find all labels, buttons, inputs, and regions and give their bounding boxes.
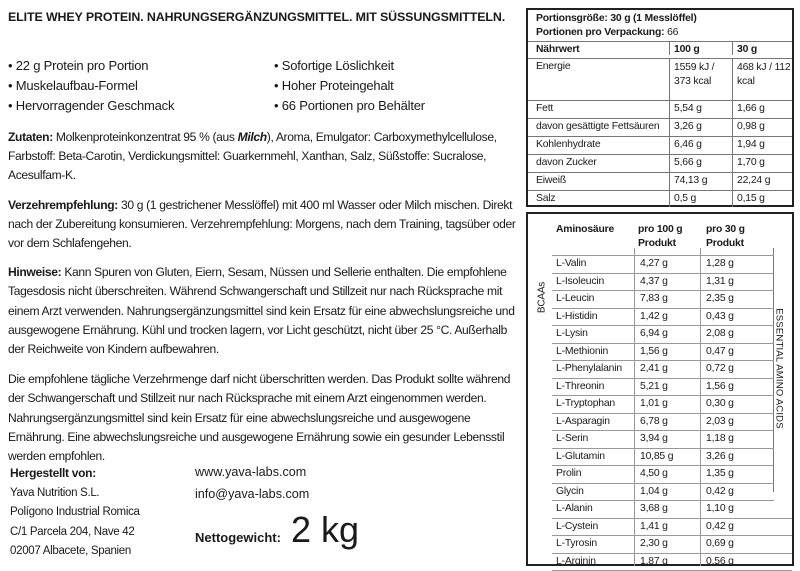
amino-value-100g: 3,94 g	[640, 433, 668, 444]
nutrition-row	[528, 191, 792, 207]
final-paragraph: Die empfohlene tägliche Verzehrmenge darf nicht überschritten werden. Das Produkt sollte während der Schwangerschaft und Stillzeit nur nach Rücksprache mit einem Arzt eingenommen werden. Nahrungsergänzungsmittel sind kein Ersatz für eine abwechslungsreiche und ausgewogene Ernährung. Eine abwechslungsreiche und ausgewogene Ernährung sowie ein gesunder Lebensstil werden empfohlen.	[8, 372, 511, 464]
manufacturer-line: Polígono Industrial Romica	[10, 506, 140, 518]
amino-row	[528, 483, 792, 502]
ingredients-paragraph	[8, 128, 518, 186]
amino-header-cell: pro 100 g Produkt	[638, 224, 683, 249]
feature-bullets-right	[274, 56, 425, 116]
notice-label: Hinweise:	[8, 265, 62, 280]
eaa-label-text: ESSENTIAL AMINO ACIDS	[773, 308, 785, 429]
nutrition-row	[528, 155, 792, 173]
amino-name: L-Isoleucin	[556, 275, 605, 287]
nutrition-value-30g: 1,66 g	[732, 101, 792, 118]
nutrition-value-100g: 3,26 g	[669, 119, 732, 136]
amino-header-cell: Aminosäure	[556, 224, 615, 235]
amino-value-100g: 2,30 g	[640, 538, 668, 549]
notice-paragraph	[8, 263, 518, 359]
amino-value-100g: 1,04 g	[640, 485, 668, 497]
amino-name: L-Leucin	[556, 293, 595, 304]
nutrition-value-30g: 1,94 g	[732, 137, 792, 154]
notice-text: Kann Spuren von Gluten, Eiern, Sesam, Nüssen und Sellerie enthalten. Die empfohlene Tagesdosis nicht überschreiten. Während Schwangerschaft und Stillzeit nur nach Rücksprache mit einem Arzt verwenden. Nahrungsergänzungsmittel sind kein Ersatz für eine abwechslungsreiche und ausgewogene Ernährung. Kühl und trocken lagern, vor Licht geschützt, nicht über 25 °C. Außerhalb der Reichweite von Kindern aufbewahren.	[8, 265, 515, 357]
label-text-column	[8, 8, 518, 466]
amino-value-30g: 1,10 g	[706, 503, 734, 514]
amino-row	[528, 343, 792, 362]
ingredients-text-before: Molkenproteinkonzentrat 95 % (aus	[52, 130, 238, 144]
nutrition-value-30g: 0,98 g	[732, 119, 792, 136]
amino-value-100g: 4,50 g	[640, 468, 668, 479]
amino-name: L-Valin	[556, 258, 587, 269]
product-headline: ELITE WHEY PROTEIN. NAHRUNGSERGÄNZUNGSMITTEL. MIT SÜSSUNGSMITTELN.	[8, 10, 506, 24]
amino-value-30g: 2,35 g	[706, 293, 734, 304]
feature-bullets	[8, 56, 518, 116]
serving-size: Portionsgröße: 30 g (1 Messlöffel)	[536, 13, 697, 24]
amino-value-100g: 7,83 g	[640, 293, 668, 304]
website-link[interactable]: www.yava-labs.com	[195, 465, 307, 479]
amino-value-30g: 1,35 g	[706, 468, 734, 479]
amino-value-100g: 2,41 g	[640, 363, 668, 374]
ingredients-text-after: ), Aroma, Emulgator: Carboxymethylcellulose, Farbstoff: Beta-Carotin, Verdickungsmittel: Guarkernmehl, Xanthan, Salz, Süßstoffe: Sucralose, Acesulfam-K.	[8, 130, 497, 183]
nutrition-label: Eiweiß	[536, 175, 566, 186]
amino-name: L-Tryptophan	[556, 398, 616, 409]
amino-value-100g: 6,94 g	[640, 328, 668, 339]
amino-row	[528, 273, 792, 292]
amino-name: L-Asparagin	[556, 415, 610, 427]
nutrition-value-100g: 6,46 g	[669, 137, 732, 154]
net-weight	[195, 509, 359, 550]
nutrition-row	[528, 119, 792, 137]
nutrition-row	[528, 137, 792, 155]
amino-header-row	[528, 218, 792, 258]
nutrition-header-cell: Nährwert	[536, 44, 580, 55]
nutrition-label: Energie	[536, 61, 571, 72]
amino-row	[528, 553, 792, 571]
nutrition-value-100g: 74,13 g	[669, 173, 732, 190]
net-weight-label: Nettogewicht:	[195, 530, 281, 545]
amino-value-30g: 1,56 g	[706, 380, 734, 392]
amino-value-100g: 1,42 g	[640, 310, 668, 322]
nutrition-value-100g: 0,5 g	[669, 191, 732, 207]
amino-row	[528, 430, 792, 449]
feature-bullet: • 66 Portionen pro Behälter	[274, 98, 425, 113]
nutrition-table	[526, 8, 794, 207]
amino-row	[528, 360, 792, 379]
amino-name: Prolin	[556, 468, 582, 479]
feature-bullet: • 22 g Protein pro Portion	[8, 58, 149, 73]
nutrition-label: Salz	[536, 193, 556, 204]
nutrition-row	[528, 101, 792, 119]
amino-value-30g: 0,43 g	[706, 310, 734, 322]
nutrition-value-30g: 1,70 g	[732, 155, 792, 172]
amino-name: L-Cystein	[556, 520, 599, 532]
amino-value-30g: 0,42 g	[706, 485, 734, 497]
amino-row	[528, 290, 792, 309]
manufacturer-line: 02007 Albacete, Spanien	[10, 545, 131, 557]
amino-value-30g: 1,28 g	[706, 258, 734, 269]
amino-name: L-Arginin	[556, 555, 596, 567]
nutrition-label: Fett	[536, 103, 554, 114]
recommendation-label: Verzehrempfehlung:	[8, 197, 118, 212]
recommendation-text: 30 g (1 gestrichener Messlöffel) mit 400 ml Wasser oder Milch mischen. Direkt nach der Zubereitung konsumieren. Verzehrempfehlung: Morgens, nach dem Training, tagsüber oder vor dem Schlafengehen.	[8, 197, 516, 251]
amino-row	[528, 378, 792, 397]
amino-header-cell: pro 30 g Produkt	[706, 224, 745, 249]
recommendation-paragraph	[8, 196, 518, 254]
contact-block	[195, 461, 309, 505]
amino-name: Glycin	[556, 485, 584, 497]
nutrition-value-100g: 1559 kJ / 373 kcal	[669, 59, 732, 100]
amino-row	[528, 500, 792, 519]
nutrition-label: davon Zucker	[536, 157, 597, 168]
nutrition-value-30g: 0,15 g	[732, 191, 792, 207]
nutrition-value-30g: 468 kJ / 112 kcal	[732, 59, 792, 100]
amino-value-30g: 2,08 g	[706, 328, 734, 339]
nutrition-row	[528, 173, 792, 191]
amino-acid-table	[526, 212, 794, 566]
manufacturer-line: C/1 Parcela 204, Nave 42	[10, 525, 135, 538]
amino-name: L-Phenylalanin	[556, 363, 622, 374]
feature-bullet: • Muskelaufbau-Formel	[8, 78, 138, 93]
nutrition-row	[528, 59, 792, 101]
amino-value-100g: 6,78 g	[640, 415, 668, 427]
amino-value-100g: 1,41 g	[640, 520, 668, 532]
amino-value-100g: 10,85 g	[640, 450, 674, 462]
servings-per-pack-value: 66	[667, 27, 679, 38]
amino-value-30g: 0,69 g	[706, 538, 734, 549]
amino-value-100g: 4,37 g	[640, 275, 668, 287]
amino-row	[528, 448, 792, 467]
amino-name: L-Lysin	[556, 328, 588, 339]
amino-value-100g: 1,01 g	[640, 398, 668, 409]
feature-bullet: • Sofortige Löslichkeit	[274, 58, 394, 73]
amino-value-30g: 0,56 g	[706, 555, 734, 567]
amino-value-100g: 5,21 g	[640, 380, 668, 392]
amino-value-30g: 0,30 g	[706, 398, 734, 409]
amino-value-30g: 0,47 g	[706, 345, 734, 357]
amino-row	[528, 413, 792, 432]
amino-row	[528, 518, 792, 537]
amino-value-30g: 2,03 g	[706, 415, 734, 427]
amino-value-100g: 4,27 g	[640, 258, 668, 269]
amino-row	[528, 535, 792, 554]
nutrition-value-100g: 5,54 g	[669, 101, 732, 118]
nutrition-header-cell: 30 g	[732, 42, 792, 55]
amino-row	[528, 308, 792, 327]
amino-name: L-Tyrosin	[556, 538, 597, 549]
bcaa-label-text: BCAAs	[536, 281, 548, 314]
servings-per-pack-row	[528, 25, 792, 42]
serving-size-row	[528, 10, 792, 26]
nutrition-value-100g: 5,66 g	[669, 155, 732, 172]
email-link[interactable]: info@yava-labs.com	[195, 487, 310, 501]
feature-bullet: • Hervorragender Geschmack	[8, 98, 175, 113]
amino-row	[528, 325, 792, 344]
amino-value-30g: 0,72 g	[706, 363, 734, 374]
nutrition-header-cell: 100 g	[669, 42, 732, 55]
manufacturer-block	[10, 464, 140, 562]
amino-row	[528, 465, 792, 484]
servings-per-pack-label: Portionen pro Verpackung:	[536, 27, 665, 38]
amino-value-30g: 1,31 g	[706, 275, 734, 287]
manufacturer-title: Hergestellt von:	[10, 466, 96, 480]
amino-value-100g: 1,87 g	[640, 555, 668, 567]
amino-name: L-Serin	[556, 433, 589, 444]
manufacturer-line: Yava Nutrition S.L.	[10, 486, 100, 499]
nutrition-label: Kohlenhydrate	[536, 139, 601, 150]
feature-bullets-left	[8, 56, 174, 116]
amino-value-30g: 1,18 g	[706, 433, 734, 444]
ingredients-label: Zutaten:	[8, 130, 53, 144]
amino-value-30g: 3,26 g	[706, 450, 734, 462]
nutrition-value-30g: 22,24 g	[732, 173, 792, 190]
amino-row	[528, 395, 792, 414]
amino-header-divider	[552, 255, 774, 256]
amino-name: L-Alanin	[556, 503, 593, 514]
ingredients-allergen: Milch	[237, 130, 267, 144]
amino-name: L-Glutamin	[556, 450, 605, 462]
amino-row	[528, 255, 792, 274]
amino-value-30g: 0,42 g	[706, 520, 734, 532]
amino-name: L-Histidin	[556, 310, 598, 322]
nutrition-header-row	[528, 42, 792, 59]
amino-name: L-Methionin	[556, 345, 609, 357]
net-weight-value: 2 kg	[290, 509, 359, 550]
amino-value-100g: 1,56 g	[640, 345, 668, 357]
nutrition-label: davon gesättigte Fettsäuren	[536, 121, 660, 132]
amino-name: L-Threonin	[556, 380, 605, 392]
feature-bullet: • Hoher Proteingehalt	[274, 78, 394, 93]
amino-value-100g: 3,68 g	[640, 503, 668, 514]
